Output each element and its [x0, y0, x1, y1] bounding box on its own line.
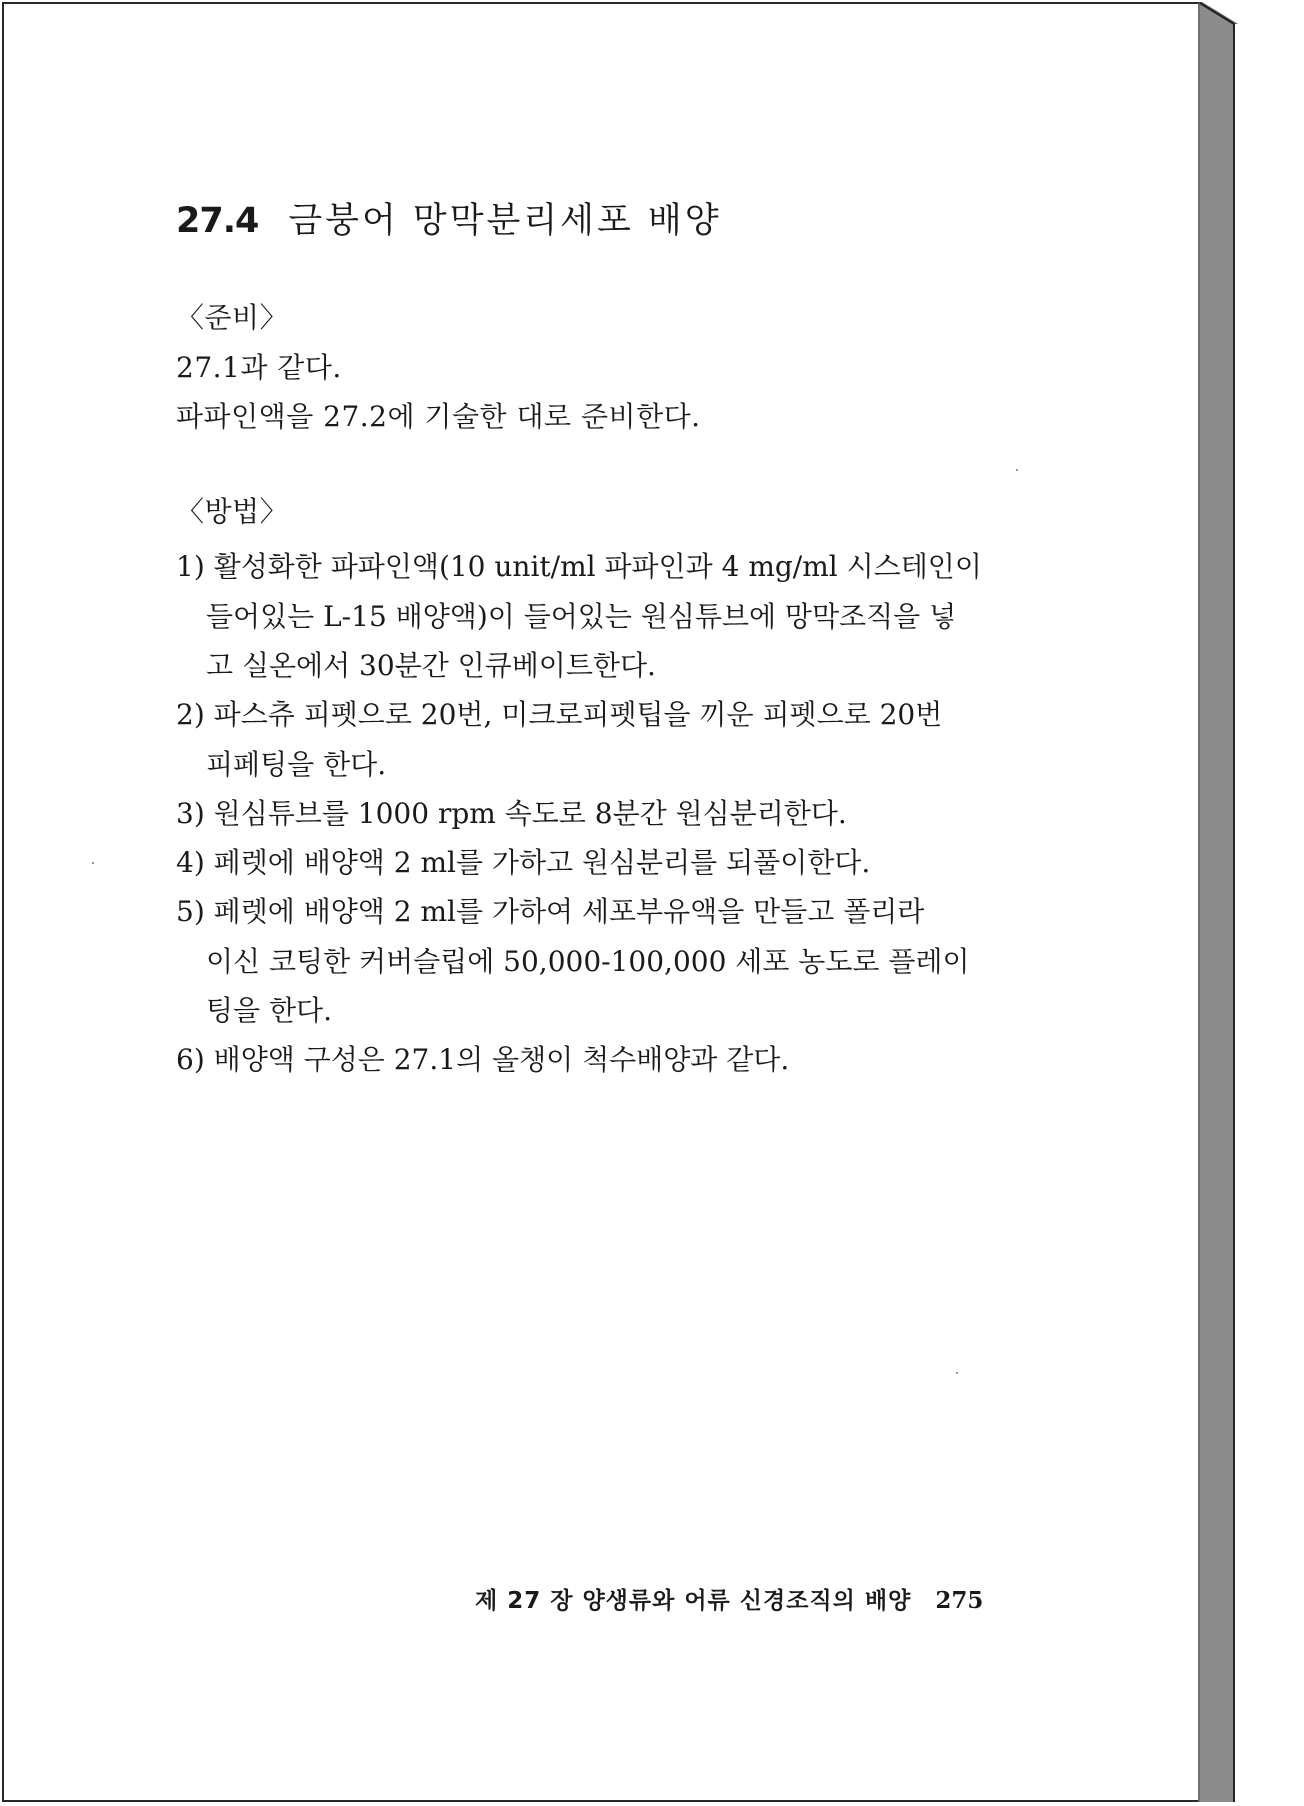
scan-speck [956, 1372, 958, 1374]
step-text: 원심튜브를 1000 rpm 속도로 8분간 원심분리한다. [213, 797, 847, 830]
section-heading [176, 196, 722, 246]
method-step-2 [176, 690, 1026, 789]
method-step-4 [176, 838, 1026, 888]
method-step-3 [176, 789, 1026, 839]
preparation-line-1: 27.1과 같다. [176, 351, 342, 384]
method-step-2-line-2: 피페팅을 한다. [206, 747, 387, 781]
method-step-5-line-2: 이신 코팅한 커버슬립에 50,000-100,000 세포 농도로 플레이 [206, 944, 970, 978]
method-step-1-line-3: 고 실온에서 30분간 인큐베이트한다. [206, 649, 656, 682]
method-step-5 [176, 887, 1026, 1036]
method-heading: 〈방법〉 [176, 495, 289, 528]
preparation-heading: 〈준비〉 [176, 301, 289, 334]
step-number: 2) [176, 698, 205, 731]
step-text: 파스츄 피펫으로 20번, 미크로피펫팁을 끼운 피펫으로 20번 [213, 698, 943, 731]
footer-chapter-title: 제 27 장 양생류와 어류 신경조직의 배양 [475, 1588, 912, 1614]
running-footer [475, 1584, 983, 1618]
method-step-1-line-1 [176, 542, 1026, 592]
method-step-3-line-1 [176, 789, 1026, 839]
step-number: 3) [176, 797, 205, 830]
preparation-line-2: 파파인액을 27.2에 기술한 대로 준비한다. [176, 400, 701, 433]
step-number: 1) [176, 550, 205, 583]
step-number: 5) [176, 895, 205, 928]
step-number: 4) [176, 846, 205, 879]
step-text: 페렛에 배양액 2 ml를 가하여 세포부유액을 만들고 폴리라 [213, 895, 925, 928]
method-step-1-line-2: 들어있는 L-15 배양액)이 들어있는 원심튜브에 망막조직을 넣 [206, 599, 957, 633]
method-step-1 [176, 542, 1026, 691]
scan-speck [92, 862, 94, 864]
page-number: 275 [935, 1587, 984, 1614]
method-step-4-line-1 [176, 838, 1026, 888]
method-step-5-line-3: 팅을 한다. [206, 994, 332, 1027]
step-text: 배양액 구성은 27.1의 올챙이 척수배양과 같다. [213, 1043, 790, 1076]
method-step-6 [176, 1035, 1026, 1085]
method-step-2-line-1 [176, 690, 1026, 740]
scan-speck [1016, 469, 1018, 471]
section-number: 27.4 [176, 201, 259, 241]
method-step-5-line-1 [176, 887, 1026, 937]
section-title: 금붕어 망막분리세포 배양 [288, 201, 722, 241]
method-step-6-line-1 [176, 1035, 1026, 1085]
page-stack-edge [1198, 2, 1240, 1802]
step-number: 6) [176, 1043, 205, 1076]
step-text: 페렛에 배양액 2 ml를 가하고 원심분리를 되풀이한다. [213, 846, 871, 879]
step-text: 활성화한 파파인액(10 unit/ml 파파인과 4 mg/ml 시스테인이 [213, 550, 982, 583]
